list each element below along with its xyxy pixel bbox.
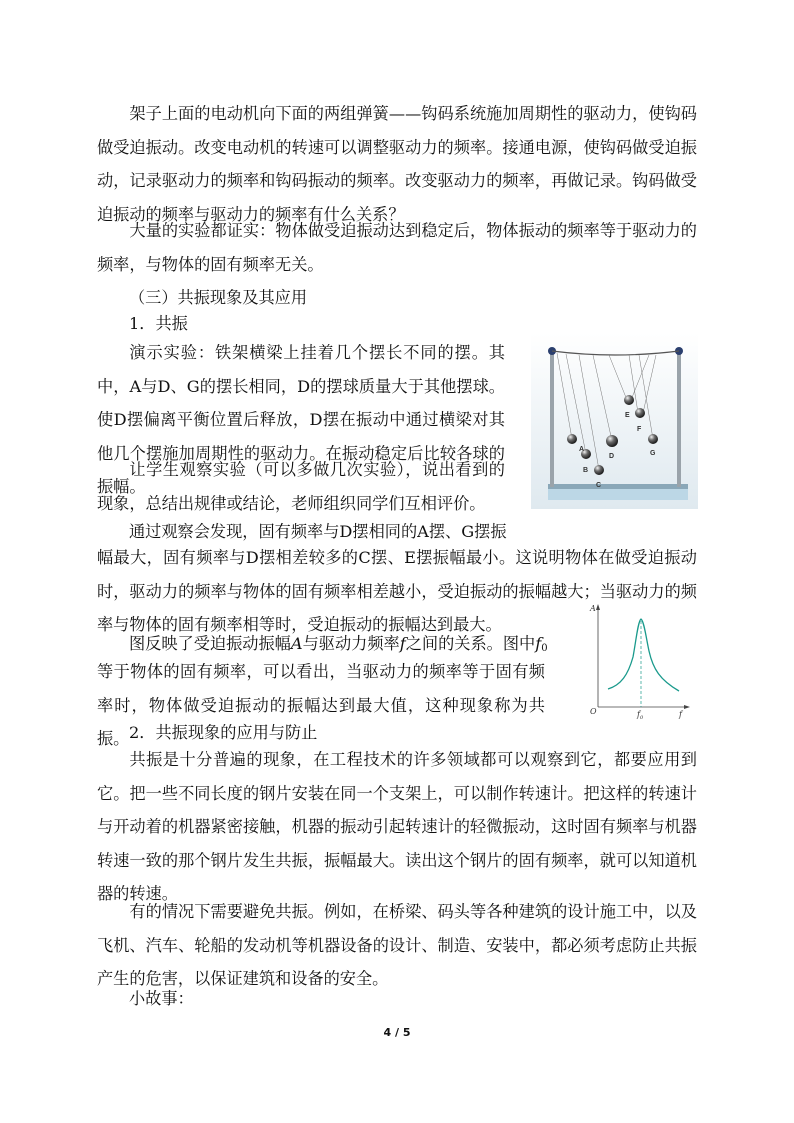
graph-label-f: f xyxy=(637,710,640,719)
paragraph-resonance-application: 共振是十分普遍的现象，在工程技术的许多领域都可以观察到它，都要应用到它。把一些不同长度的钢片安装在同一个支架上，可以制作转速计。把这样的转速计与开动着的机器紧密接触，机器的振动引起转速计的轻微振动，这时固有频率与机器转速一致的那个钢片发生共振，振幅最大。读出这个钢片的固有频率，就可以知道机器的转速。 xyxy=(97,750,697,903)
symbol-natural-frequency-subscript: 0 xyxy=(541,643,548,654)
photo-label-c: C xyxy=(596,482,602,489)
subheading-application: 2．共振现象的应用与防止 xyxy=(129,723,318,742)
graph-label-frequency: f xyxy=(679,710,682,719)
graph-text-2: 与驱动力频率 xyxy=(302,634,400,653)
symbol-amplitude: A xyxy=(290,634,303,653)
paragraph-story: 小故事： xyxy=(129,989,194,1008)
symbol-frequency: f xyxy=(399,634,406,653)
paragraph-finding-first-line: 通过观察会发现，固有频率与D摆相同的A摆、G摆振 xyxy=(129,522,507,541)
subheading-resonance: 1．共振 xyxy=(129,314,188,333)
photo-label-b: B xyxy=(583,467,589,474)
graph-label-subscript: 0 xyxy=(639,715,644,721)
photo-label-e: E xyxy=(625,412,630,419)
resonance-curve-graph xyxy=(586,601,694,723)
paragraph-resonance-prevention: 有的情况下需要避免共振。例如，在桥梁、码头等各种建筑的设计施工中，以及飞机、汽车、轮船的发动机等机器设备的设计、制造、安装中，都必须考虑防止共振产生的危害，以保证建筑和设备的安全。 xyxy=(97,902,697,988)
photo-label-d: D xyxy=(609,453,615,460)
graph-text-3: 之间的关系。图中 xyxy=(405,634,536,653)
photo-label-f: F xyxy=(637,426,642,433)
paragraph-driven-vibration-experiment: 架子上面的电动机向下面的两组弹簧——钩码系统施加周期性的驱动力，使钩码做受迫振动。改变电动机的转速可以调整驱动力的频率。接通电源，使钩码做受迫振动，记录驱动力的频率和钩码振动的频率。改变驱动力的频率，再做记录。钩码做受迫振动的频率与驱动力的频率有什么关系？ xyxy=(97,104,697,224)
paragraph-student-observation: 让学生观察实验（可以多做几次实验），说出看到的现象，总结出规律或结论，老师组织同学们互相评价。 xyxy=(97,460,505,513)
pendulum-photo xyxy=(531,333,698,509)
paragraph-experiment-conclusion: 大量的实验都证实：物体做受迫振动达到稳定后，物体振动的频率等于驱动力的频率，与物体的固有频率无关。 xyxy=(97,221,697,274)
paragraph-finding: 幅最大，固有频率与D摆相差较多的C摆、E摆振幅最小。这说明物体在做受迫振动时，驱动力的频率与物体的固有频率相差越小，受迫振动的振幅越大；当驱动力的频率与物体的固有频率相等时，受迫振动的振幅达到最大。 xyxy=(97,548,697,634)
graph-label-origin: O xyxy=(590,707,597,716)
graph-label-amplitude: A xyxy=(590,604,596,613)
paragraph-graph-explanation: 等于物体的固有频率，可以看出，当驱动力的频率等于固有频率时，物体做受迫振动的振幅达到最大值，这种现象称为共振。 xyxy=(97,662,545,748)
symbol-natural-frequency: f xyxy=(535,634,542,653)
graph-text-1: 图反映了受迫振动振幅 xyxy=(129,634,291,653)
paragraph-demo-experiment: 演示实验：铁架横梁上挂着几个摆长不同的摆。其中，A与D、G的摆长相同，D的摆球质量大于其他摆球。使D摆偏离平衡位置后释放，D摆在振动中通过横梁对其他几个摆施加周期性的驱动力。在振动稳定后比较各球的振幅。 xyxy=(97,343,505,496)
photo-label-g: G xyxy=(650,450,656,457)
photo-label-a: A xyxy=(579,446,585,453)
section-heading-resonance: （三）共振现象及其应用 xyxy=(129,288,308,307)
page-number: 4 / 5 xyxy=(383,1026,411,1039)
